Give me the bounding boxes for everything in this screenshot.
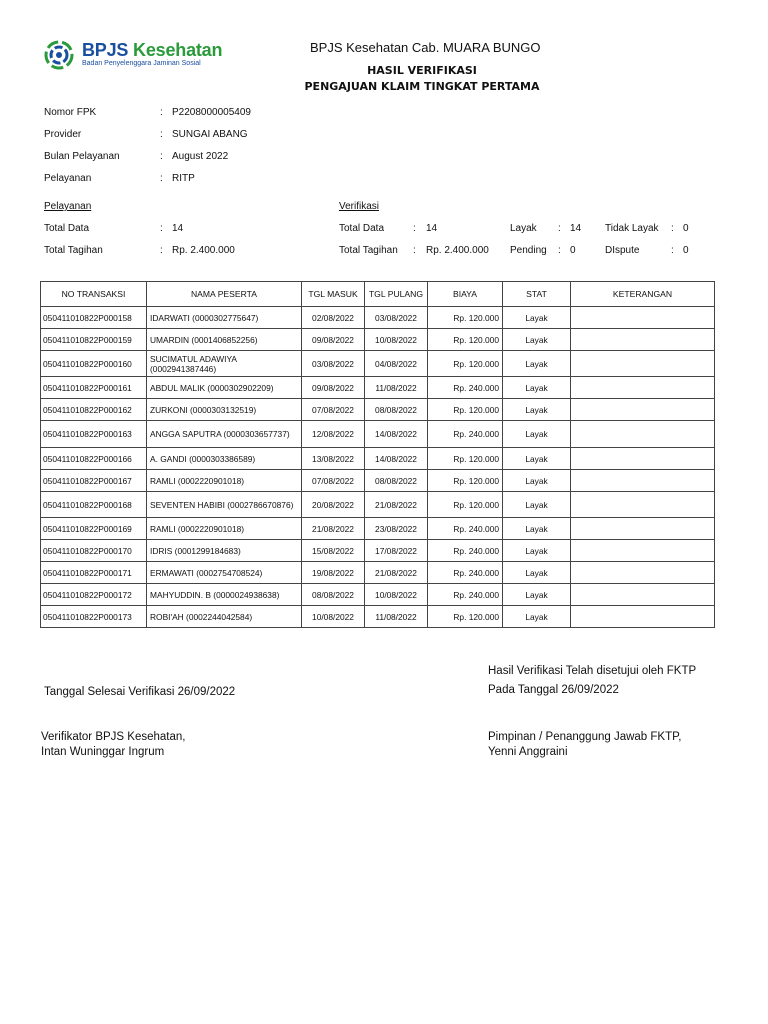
info-colon: :	[413, 245, 416, 256]
dispute-value: 0	[683, 245, 689, 256]
cell-stat: Layak	[503, 584, 571, 606]
logo-tagline: Badan Penyelenggara Jaminan Sosial	[82, 60, 201, 67]
cell-biaya: Rp. 120.000	[428, 399, 503, 421]
cell-biaya: Rp. 240.000	[428, 562, 503, 584]
cell-tgl-masuk: 03/08/2022	[302, 351, 365, 377]
cell-biaya: Rp. 120.000	[428, 329, 503, 351]
dispute-label: DIspute	[605, 245, 640, 256]
cell-keterangan	[571, 448, 715, 470]
cell-tgl-pulang: 23/08/2022	[365, 518, 428, 540]
info-colon: :	[160, 223, 163, 234]
tidak-layak-label: Tidak Layak	[605, 223, 659, 234]
pending-value: 0	[570, 245, 576, 256]
table-row	[41, 399, 715, 421]
cell-no-transaksi: 050411010822P000172	[41, 584, 147, 606]
info-label-pelayanan: Pelayanan	[44, 173, 92, 184]
cell-nama-peserta: A. GANDI (0000303386589)	[147, 448, 302, 470]
cell-keterangan	[571, 399, 715, 421]
layak-value: 14	[570, 223, 582, 234]
info-value-pelayanan: RITP	[172, 173, 195, 184]
cell-stat: Layak	[503, 377, 571, 399]
cell-biaya: Rp. 120.000	[428, 448, 503, 470]
pel-total-data-label: Total Data	[44, 223, 90, 234]
cell-stat: Layak	[503, 351, 571, 377]
col-header-nama-peserta: NAMA PESERTA	[147, 282, 302, 307]
cell-tgl-pulang: 04/08/2022	[365, 351, 428, 377]
cell-no-transaksi: 050411010822P000163	[41, 421, 147, 448]
col-header-stat: STAT	[503, 282, 571, 307]
tidak-layak-value: 0	[683, 223, 689, 234]
pel-total-tagihan-value: Rp. 2.400.000	[172, 245, 235, 256]
cell-keterangan	[571, 307, 715, 329]
finish-date: Tanggal Selesai Verifikasi 26/09/2022	[44, 686, 236, 698]
cell-keterangan	[571, 584, 715, 606]
cell-tgl-pulang: 17/08/2022	[365, 540, 428, 562]
col-header-biaya: BIAYA	[428, 282, 503, 307]
table-row	[41, 492, 715, 518]
info-value-bulan: August 2022	[172, 151, 229, 162]
info-colon: :	[160, 173, 163, 184]
table-row	[41, 351, 715, 377]
info-label-provider: Provider	[44, 129, 82, 140]
cell-nama-peserta: IDRIS (0001299184683)	[147, 540, 302, 562]
info-colon: :	[160, 107, 163, 118]
ver-total-data-label: Total Data	[339, 223, 385, 234]
cell-stat: Layak	[503, 518, 571, 540]
cell-tgl-masuk: 20/08/2022	[302, 492, 365, 518]
cell-nama-peserta: ANGGA SAPUTRA (0000303657737)	[147, 421, 302, 448]
cell-tgl-masuk: 07/08/2022	[302, 399, 365, 421]
cell-tgl-pulang: 08/08/2022	[365, 399, 428, 421]
cell-stat: Layak	[503, 470, 571, 492]
cell-tgl-masuk: 07/08/2022	[302, 470, 365, 492]
cell-nama-peserta: RAMLI (0002220901018)	[147, 518, 302, 540]
info-colon: :	[671, 223, 674, 234]
info-colon: :	[558, 223, 561, 234]
cell-biaya: Rp. 240.000	[428, 421, 503, 448]
col-header-tgl-masuk: TGL MASUK	[302, 282, 365, 307]
cell-stat: Layak	[503, 492, 571, 518]
cell-tgl-masuk: 13/08/2022	[302, 448, 365, 470]
pelayanan-heading: Pelayanan	[44, 201, 92, 212]
cell-stat: Layak	[503, 421, 571, 448]
info-colon: :	[671, 245, 674, 256]
cell-tgl-masuk: 10/08/2022	[302, 606, 365, 628]
table-row	[41, 329, 715, 351]
logo-brand: BPJS Kesehatan	[82, 40, 223, 60]
page-title: HASIL VERIFIKASI	[367, 64, 477, 77]
cell-tgl-masuk: 15/08/2022	[302, 540, 365, 562]
cell-nama-peserta: ERMAWATI (0002754708524)	[147, 562, 302, 584]
cell-keterangan	[571, 492, 715, 518]
cell-keterangan	[571, 518, 715, 540]
cell-no-transaksi: 050411010822P000158	[41, 307, 147, 329]
cell-nama-peserta: ABDUL MALIK (0000302902209)	[147, 377, 302, 399]
pimpinan-name: Yenni Anggraini	[488, 746, 568, 758]
cell-tgl-masuk: 08/08/2022	[302, 584, 365, 606]
cell-nama-peserta: ROBI'AH (0002244042584)	[147, 606, 302, 628]
cell-nama-peserta: RAMLI (0002220901018)	[147, 470, 302, 492]
col-header-tgl-pulang: TGL PULANG	[365, 282, 428, 307]
cell-tgl-pulang: 03/08/2022	[365, 307, 428, 329]
cell-tgl-pulang: 11/08/2022	[365, 606, 428, 628]
cell-stat: Layak	[503, 307, 571, 329]
cell-biaya: Rp. 240.000	[428, 584, 503, 606]
cell-keterangan	[571, 329, 715, 351]
cell-keterangan	[571, 470, 715, 492]
cell-no-transaksi: 050411010822P000159	[41, 329, 147, 351]
ver-total-tagihan-label: Total Tagihan	[339, 245, 398, 256]
ver-total-data-value: 14	[426, 223, 438, 234]
info-colon: :	[160, 151, 163, 162]
info-label-bulan: Bulan Pelayanan	[44, 151, 120, 162]
table-row	[41, 470, 715, 492]
cell-keterangan	[571, 377, 715, 399]
verifikator-name: Intan Wuninggar Ingrum	[41, 746, 165, 758]
cell-tgl-pulang: 10/08/2022	[365, 329, 428, 351]
info-colon: :	[160, 129, 163, 140]
cell-nama-peserta: ZURKONI (0000303132519)	[147, 399, 302, 421]
cell-tgl-pulang: 14/08/2022	[365, 448, 428, 470]
cell-no-transaksi: 050411010822P000162	[41, 399, 147, 421]
cell-tgl-pulang: 08/08/2022	[365, 470, 428, 492]
cell-stat: Layak	[503, 399, 571, 421]
cell-no-transaksi: 050411010822P000160	[41, 351, 147, 377]
cell-no-transaksi: 050411010822P000170	[41, 540, 147, 562]
table-row	[41, 377, 715, 399]
cell-tgl-masuk: 09/08/2022	[302, 329, 365, 351]
cell-no-transaksi: 050411010822P000166	[41, 448, 147, 470]
cell-biaya: Rp. 240.000	[428, 377, 503, 399]
cell-biaya: Rp. 120.000	[428, 351, 503, 377]
approval-date: Pada Tanggal 26/09/2022	[488, 684, 619, 696]
info-value-provider: SUNGAI ABANG	[172, 129, 248, 140]
cell-no-transaksi: 050411010822P000169	[41, 518, 147, 540]
info-colon: :	[160, 245, 163, 256]
pel-total-data-value: 14	[172, 223, 184, 234]
cell-tgl-pulang: 21/08/2022	[365, 562, 428, 584]
cell-nama-peserta: SUCIMATUL ADAWIYA (0002941387446)	[147, 351, 302, 377]
cell-stat: Layak	[503, 329, 571, 351]
cell-tgl-masuk: 12/08/2022	[302, 421, 365, 448]
cell-no-transaksi: 050411010822P000167	[41, 470, 147, 492]
cell-keterangan	[571, 421, 715, 448]
table-row	[41, 448, 715, 470]
info-value-fpk: P2208000005409	[172, 107, 251, 118]
cell-nama-peserta: IDARWATI (0000302775647)	[147, 307, 302, 329]
cell-tgl-pulang: 21/08/2022	[365, 492, 428, 518]
cell-biaya: Rp. 120.000	[428, 470, 503, 492]
cell-biaya: Rp. 240.000	[428, 518, 503, 540]
verifikasi-heading: Verifikasi	[339, 201, 380, 212]
cell-stat: Layak	[503, 562, 571, 584]
cell-nama-peserta: MAHYUDDIN. B (0000024938638)	[147, 584, 302, 606]
cell-tgl-pulang: 10/08/2022	[365, 584, 428, 606]
cell-stat: Layak	[503, 540, 571, 562]
cell-no-transaksi: 050411010822P000171	[41, 562, 147, 584]
claims-table	[40, 281, 715, 628]
cell-tgl-pulang: 11/08/2022	[365, 377, 428, 399]
cell-nama-peserta: UMARDIN (0001406852256)	[147, 329, 302, 351]
info-colon: :	[558, 245, 561, 256]
page-subtitle: PENGAJUAN KLAIM TINGKAT PERTAMA	[304, 80, 540, 93]
info-label-fpk: Nomor FPK	[44, 107, 97, 118]
table-row	[41, 606, 715, 628]
cell-no-transaksi: 050411010822P000161	[41, 377, 147, 399]
pimpinan-title: Pimpinan / Penanggung Jawab FKTP,	[488, 731, 682, 743]
cell-no-transaksi: 050411010822P000173	[41, 606, 147, 628]
col-header-keterangan: KETERANGAN	[571, 282, 715, 307]
cell-keterangan	[571, 562, 715, 584]
cell-biaya: Rp. 120.000	[428, 307, 503, 329]
table-row	[41, 307, 715, 329]
col-header-no-transaksi: NO TRANSAKSI	[41, 282, 147, 307]
cell-biaya: Rp. 120.000	[428, 606, 503, 628]
cell-nama-peserta: SEVENTEN HABIBI (0002786670876)	[147, 492, 302, 518]
cell-no-transaksi: 050411010822P000168	[41, 492, 147, 518]
cell-tgl-pulang: 14/08/2022	[365, 421, 428, 448]
cell-stat: Layak	[503, 606, 571, 628]
cell-tgl-masuk: 09/08/2022	[302, 377, 365, 399]
table-row	[41, 540, 715, 562]
verifikator-title: Verifikator BPJS Kesehatan,	[41, 731, 186, 743]
cell-keterangan	[571, 606, 715, 628]
info-colon: :	[413, 223, 416, 234]
approval-text: Hasil Verifikasi Telah disetujui oleh FKTP	[488, 665, 697, 677]
branch-name: BPJS Kesehatan Cab. MUARA BUNGO	[310, 40, 541, 55]
table-row	[41, 421, 715, 448]
cell-keterangan	[571, 351, 715, 377]
ver-total-tagihan-value: Rp. 2.400.000	[426, 245, 489, 256]
cell-biaya: Rp. 120.000	[428, 492, 503, 518]
cell-biaya: Rp. 240.000	[428, 540, 503, 562]
cell-tgl-masuk: 02/08/2022	[302, 307, 365, 329]
table-row	[41, 562, 715, 584]
cell-tgl-masuk: 21/08/2022	[302, 518, 365, 540]
layak-label: Layak	[510, 223, 537, 234]
cell-tgl-masuk: 19/08/2022	[302, 562, 365, 584]
pending-label: Pending	[510, 245, 547, 256]
pel-total-tagihan-label: Total Tagihan	[44, 245, 103, 256]
cell-keterangan	[571, 540, 715, 562]
cell-stat: Layak	[503, 448, 571, 470]
table-header-row	[41, 282, 715, 307]
table-row	[41, 518, 715, 540]
table-row	[41, 584, 715, 606]
